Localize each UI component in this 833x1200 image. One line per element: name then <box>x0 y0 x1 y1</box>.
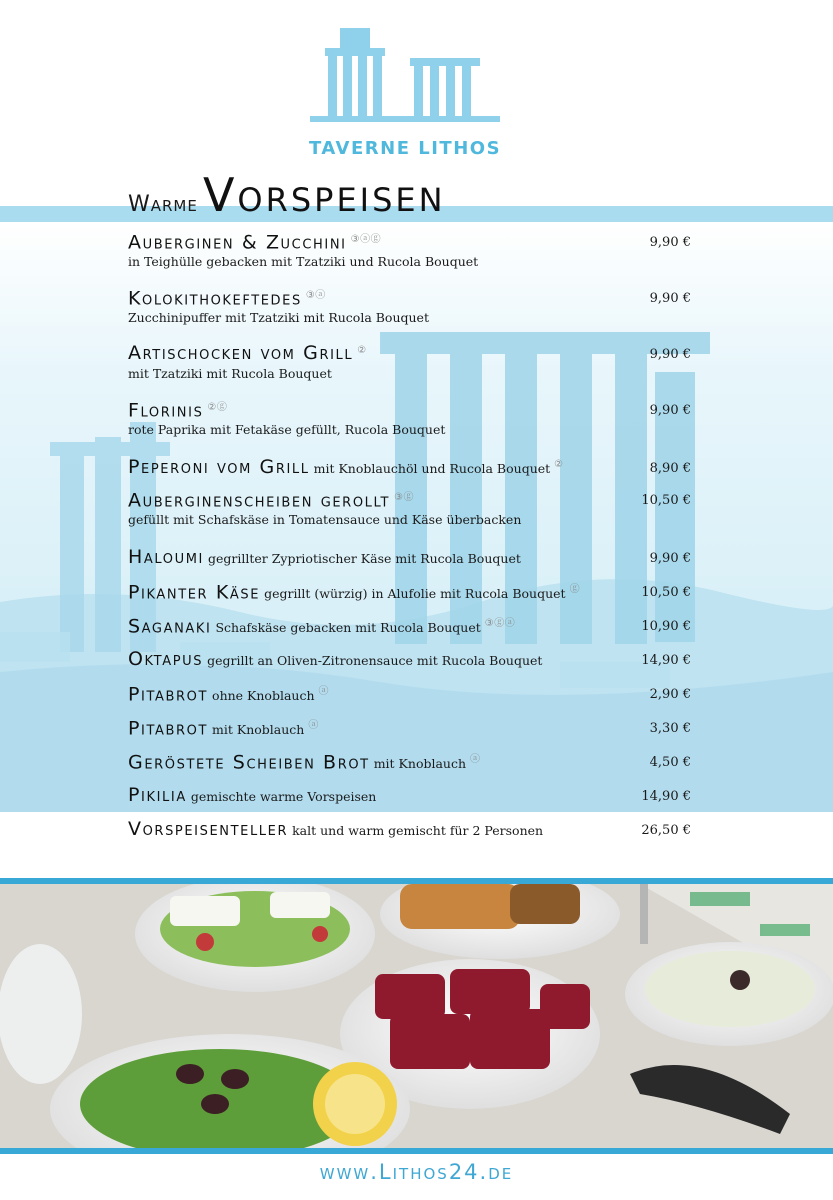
brand-logo <box>290 18 520 159</box>
item-inline-description: gegrillt an Oliven-Zitronensauce mit Rucola Bouquet <box>207 653 543 668</box>
item-price: 4,50 € <box>649 755 691 770</box>
item-description: gefüllt mit Schafskäse in Tomatensauce und Käse überbacken <box>128 512 522 527</box>
menu-item <box>128 750 693 772</box>
heading-prefix: Warme <box>128 192 198 217</box>
website-link[interactable]: www.Lithos24.de <box>319 1160 514 1184</box>
item-inline-description: ohne Knoblauch <box>212 688 315 704</box>
item-name: Saganaki <box>128 615 212 638</box>
item-price: 10,50 € <box>641 493 691 508</box>
item-inline-description: gegrillt (würzig) in Alufolie mit Rucola Bouquet <box>264 586 566 602</box>
menu-item <box>128 546 693 568</box>
menu-item <box>128 614 693 636</box>
item-allergens: ③ⓖ <box>394 492 415 503</box>
item-price: 26,50 € <box>641 823 691 838</box>
item-name: Peperoni vom Grill <box>128 456 310 478</box>
item-name: Florinis <box>128 399 204 422</box>
item-allergens: ② <box>357 344 367 356</box>
item-allergens: ⓖ <box>569 584 581 595</box>
heading-title: Vorspeisen <box>202 168 446 222</box>
menu-item <box>128 488 693 527</box>
item-name: Pitabrot <box>128 683 209 706</box>
item-inline-description: mit Knoblauch <box>373 756 467 772</box>
item-price: 9,90 € <box>649 403 691 418</box>
item-name: Pikanter Käse <box>128 581 261 604</box>
menu-item <box>128 580 693 602</box>
item-description: mit Tzatziki mit Rucola Bouquet <box>128 366 332 381</box>
item-price: 14,90 € <box>641 653 691 668</box>
item-name: Vorspeisenteller <box>128 818 289 840</box>
item-name: Pikilia <box>128 784 187 806</box>
item-allergens: ② <box>554 458 564 470</box>
item-price: 10,50 € <box>641 585 691 600</box>
item-allergens: ③ⓐⓖ <box>350 234 382 245</box>
item-price: 9,90 € <box>649 291 691 306</box>
item-name: Geröstete Scheiben Brot <box>128 751 370 774</box>
item-allergens: ⓐ <box>470 754 481 765</box>
item-price: 10,90 € <box>641 619 691 634</box>
item-name: Kolokithokeftedes <box>128 287 302 310</box>
menu-item <box>128 682 693 704</box>
item-price: 9,90 € <box>649 347 691 362</box>
item-name: Artischocken vom Grill <box>128 342 354 364</box>
menu-item <box>128 716 693 738</box>
item-allergens: ⓐ <box>308 720 319 731</box>
item-description: Zucchinipuffer mit Tzatziki mit Rucola Bouquet <box>128 310 429 325</box>
menu-item <box>128 342 693 381</box>
item-allergens: ③ⓐ <box>305 290 326 301</box>
section-heading <box>128 168 446 222</box>
item-name: Auberginenscheiben gerollt <box>128 489 391 512</box>
item-description: in Teighülle gebacken mit Tzatziki und Rucola Bouquet <box>128 254 479 269</box>
item-name: Pitabrot <box>128 717 209 740</box>
temple-columns-icon <box>310 18 500 138</box>
item-description: rote Paprika mit Fetakäse gefüllt, Rucola Bouquet <box>128 422 446 437</box>
menu-item <box>128 398 693 437</box>
menu-item <box>128 818 693 840</box>
brand-name: TAVERNE LITHOS <box>308 138 502 159</box>
item-inline-description: gegrillter Zypriotischer Käse mit Rucola Bouquet <box>207 551 521 566</box>
item-name: Haloumi <box>128 546 204 568</box>
food-table-photo <box>0 878 833 1154</box>
item-inline-description: mit Knoblauch <box>212 722 305 738</box>
item-inline-description: mit Knoblauchöl und Rucola Bouquet <box>313 461 551 476</box>
menu-item <box>128 784 693 806</box>
item-inline-description: kalt und warm gemischt für 2 Personen <box>292 823 544 838</box>
item-inline-description: gemischte warme Vorspeisen <box>190 789 377 804</box>
item-price: 3,30 € <box>649 721 691 736</box>
menu-item <box>128 286 693 325</box>
item-allergens: ③ⓖⓐ <box>484 618 516 629</box>
item-price: 2,90 € <box>649 687 691 702</box>
item-price: 9,90 € <box>649 551 691 566</box>
menu-item <box>128 230 693 269</box>
item-inline-description: Schafskäse gebacken mit Rucola Bouquet <box>215 620 481 636</box>
item-name: Oktapus <box>128 648 204 670</box>
item-allergens: ②ⓖ <box>207 402 228 413</box>
menu-item <box>128 648 693 670</box>
item-allergens: ⓐ <box>318 686 330 697</box>
item-price: 8,90 € <box>649 461 691 476</box>
menu-item <box>128 456 693 478</box>
item-price: 14,90 € <box>641 789 691 804</box>
item-name: Auberginen & Zucchini <box>128 231 347 254</box>
item-price: 9,90 € <box>649 235 691 250</box>
